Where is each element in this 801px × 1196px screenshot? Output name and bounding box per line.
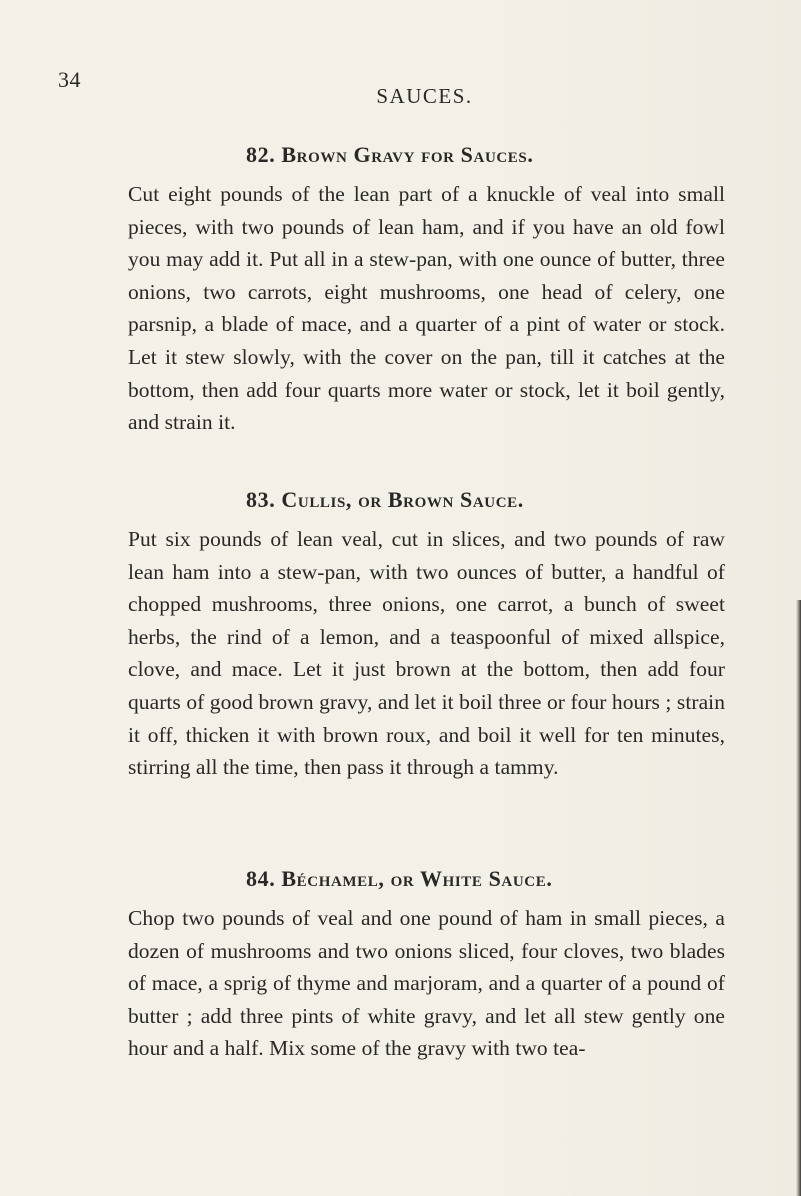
recipe-section-84 bbox=[128, 866, 725, 1065]
running-head-text: SAUCES. bbox=[376, 84, 473, 108]
recipe-heading: 83. Cullis, or Brown Sauce. bbox=[246, 487, 524, 512]
recipe-heading: 82. Brown Gravy for Sauces. bbox=[246, 142, 534, 167]
recipe-heading: 84. Béchamel, or White Sauce. bbox=[246, 866, 553, 891]
recipe-section-83 bbox=[128, 487, 725, 784]
running-head bbox=[0, 84, 801, 109]
recipe-section-82 bbox=[128, 142, 725, 439]
recipe-body: Chop two pounds of veal and one pound of ham in small pieces, a dozen of mushrooms and two onions sliced, four cloves, two blades of mace, a sprig of thyme and marjoram, and a quarter of a pound of butter ; add three pints of white gravy, and let all stew gently one hour and a half. Mix some of the gravy with two tea- bbox=[128, 906, 725, 1061]
recipe-body: Cut eight pounds of the lean part of a knuckle of veal into small pieces, with two pounds of lean ham, and if you have an old fowl you may add it. Put all in a stew-pan, with one ounce of butter, three onions, two carrots, eight mushrooms, one head of celery, one parsnip, a blade of mace, and a quarter of a pint of water or stock. Let it stew slowly, with the cover on the pan, till it catches at the bottom, then add four quarts more water or stock, let it boil gently, and strain it. bbox=[128, 182, 725, 435]
page-number: 34 bbox=[58, 67, 81, 92]
recipe-body: Put six pounds of lean veal, cut in slices, and two pounds of raw lean ham into a stew-pan, with two ounces of butter, a handful of chopped mushrooms, three onions, one carrot, a bunch of sweet herbs, the rind of a lemon, and a teaspoonful of mixed allspice, clove, and mace. Let it just brown at the bottom, then add four quarts of good brown gravy, and let it boil three or four hours ; strain it off, thicken it with brown roux, and boil it well for ten minutes, stirring all the time, then pass it through a tammy. bbox=[128, 527, 725, 780]
page-edge-shadow bbox=[796, 600, 801, 1196]
